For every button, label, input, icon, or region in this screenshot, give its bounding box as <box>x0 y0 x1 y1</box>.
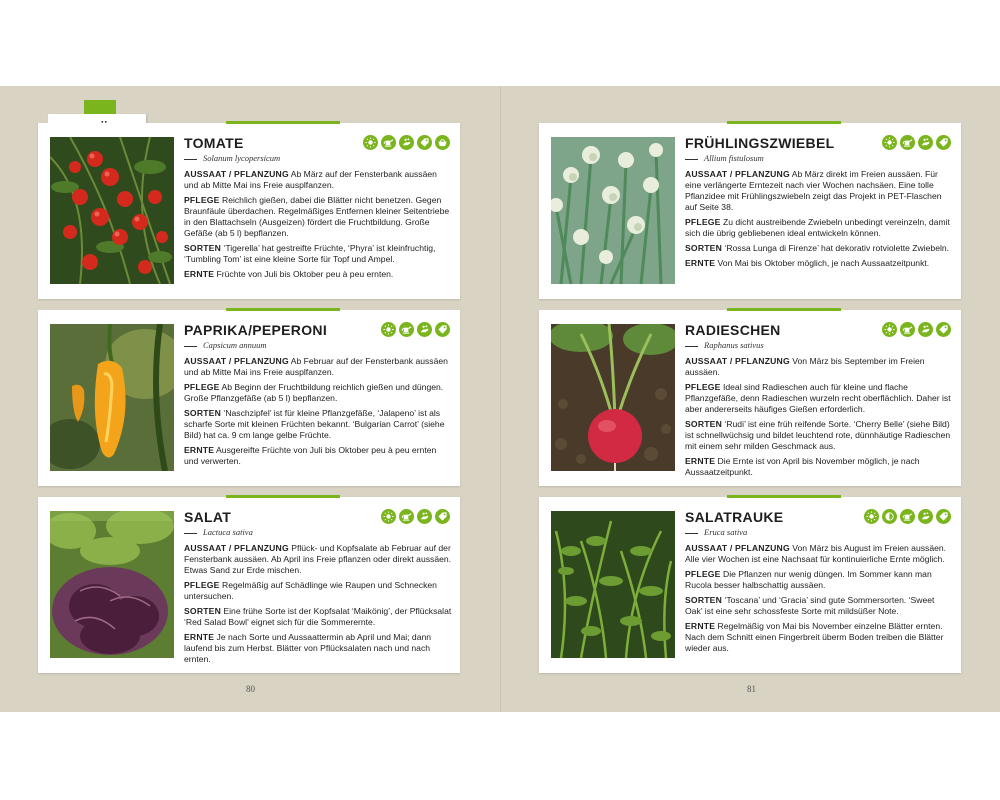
latin-name-text: Eruca sativa <box>704 527 748 537</box>
paragraph-label: PFLEGE <box>184 382 220 392</box>
paragraph-text: Reichlich gießen, dabei die Blätter nicht benetzen. Gegen Braunfäule überdachen. Regelmäßiges Entfernen kleiner Seitentriebe in den Blattachseln (Ausgeizen) fördert die Fruchtbildung. Große Gefäße (ab 5 l) bepflanzen. <box>184 195 450 238</box>
care-paragraph <box>685 569 953 591</box>
paragraph-text: Früchte von Juli bis Oktober peu à peu ernten. <box>214 269 394 279</box>
paragraph-text: ‘Rudi’ ist eine früh reifende Sorte. ‘Cherry Belle’ (siehe Bild) ist schnellwüchsig und bildet leuchtend rote, dünnhäutige Radieschen mit einem sehr milden Geschmack aus. <box>685 419 951 451</box>
latin-name-text: Solanum lycopersicum <box>203 153 281 163</box>
paragraph-text: Zu dicht austreibende Zwiebeln unbedingt vereinzeln, damit sich die übrig gebliebenen ideal entwickeln können. <box>685 217 950 238</box>
care-paragraph <box>184 169 452 191</box>
latin-name <box>184 340 452 350</box>
tomato-photo <box>50 137 174 284</box>
paragraph-label: ERNTE <box>184 269 215 279</box>
paragraph-text: Die Pflanzen nur wenig düngen. Im Sommer kann man Rucola besser halbschattig aussäen. <box>685 569 932 590</box>
care-paragraph <box>184 356 452 378</box>
paragraph-text: Ab März auf der Fensterbank aussäen und ab Mitte Mai ins Freie ausplfanzen. <box>184 169 437 190</box>
card-text <box>685 322 953 482</box>
care-paragraph <box>184 408 452 441</box>
paragraph-label: SORTEN <box>184 606 222 616</box>
latin-dash <box>685 533 698 534</box>
latin-name <box>685 340 953 350</box>
paragraph-label: SORTEN <box>685 419 723 429</box>
paragraph-label: SORTEN <box>184 243 222 253</box>
plant-card-radieschen <box>539 310 961 486</box>
paragraph-text: ‘Tigerella’ hat gestreifte Früchte, ‘Phyra’ ist kleinfruchtig, ‘Tumbling Tom’ ist eine kleine Sorte für Topf und Ampel. <box>184 243 436 264</box>
latin-dash <box>184 533 197 534</box>
card-text <box>184 322 452 471</box>
care-paragraph <box>184 243 452 265</box>
page-number-right: 81 <box>747 684 756 694</box>
section-tag-tab <box>84 100 116 114</box>
paragraph-text: ‘Toscana’ und ‘Gracia’ sind gute Sommersorten. ‘Sweet Oak’ ist eine sehr schossfeste Sorte mit mildsüßer Note. <box>685 595 935 616</box>
paragraph-label: ERNTE <box>184 632 215 642</box>
paragraph-text: Von März bis September im Freien aussäen. <box>685 356 925 377</box>
spring-onion-photo <box>551 137 675 284</box>
paragraph-text: Ab Februar auf der Fensterbank aussäen und ab Mitte Mai ins Freie ausplfanzen. <box>184 356 448 377</box>
paragraph-label: PFLEGE <box>184 195 220 205</box>
paragraph-label: SORTEN <box>685 243 723 253</box>
radish-photo <box>551 324 675 471</box>
plant-card-tomate <box>38 123 460 299</box>
lettuce-photo <box>50 511 174 658</box>
paragraph-text: ‘Naschzipfel’ ist für kleine Pflanzgefäße, ‘Jalapeno’ ist als scharfe Sorte mit kleinen Früchten bekannt. ‘Bulgarian Carrot’ (siehe Bild) hat ca. 9 cm lange gelbe Früchte. <box>184 408 445 440</box>
paragraph-label: AUSSAAT / PFLANZUNG <box>184 356 289 366</box>
paragraph-label: SORTEN <box>184 408 222 418</box>
paragraph-label: ERNTE <box>184 445 215 455</box>
care-paragraph <box>685 543 953 565</box>
paragraph-label: PFLEGE <box>184 580 220 590</box>
paragraph-label: AUSSAAT / PFLANZUNG <box>685 169 790 179</box>
right-page <box>500 86 1000 712</box>
paragraph-label: AUSSAAT / PFLANZUNG <box>184 543 289 553</box>
paragraph-label: ERNTE <box>685 258 716 268</box>
care-paragraph <box>685 419 953 452</box>
left-page <box>0 86 500 712</box>
plant-title: TOMATE <box>184 135 244 151</box>
latin-name <box>685 153 953 163</box>
paragraph-text: Regelmäßig von Mai bis November einzelne Blätter ernten. Nach dem Schnitt einen Fingerbreit überm Boden treiben die Blätter wieder aus. <box>685 621 944 653</box>
paragraph-label: PFLEGE <box>685 382 721 392</box>
care-paragraph <box>685 169 953 213</box>
care-paragraph <box>184 382 452 404</box>
latin-name-text: Lactuca sativa <box>203 527 253 537</box>
paragraph-text: Die Ernte ist von April bis November möglich, je nach Aussaatzeitpunkt. <box>685 456 920 477</box>
paragraph-label: PFLEGE <box>685 217 721 227</box>
plant-card-paprika <box>38 310 460 486</box>
paragraph-text: ‘Rossa Lunga di Firenze’ hat dekorativ rotviolette Zwiebeln. <box>722 243 950 253</box>
latin-name <box>184 153 452 163</box>
paragraph-text: Ideal sind Radieschen auch für kleine und flache Pflanzgefäße, denn Radieschen wurzeln recht oberflächlich. Daher ist aber andererseits häufiges Gießen erforderlich. <box>685 382 951 414</box>
care-paragraph <box>685 217 953 239</box>
latin-dash <box>184 346 197 347</box>
latin-name-text: Capsicum annuum <box>203 340 267 350</box>
latin-dash <box>184 159 197 160</box>
paragraph-label: ERNTE <box>685 456 716 466</box>
care-paragraph <box>184 580 452 602</box>
pepper-photo <box>50 324 174 471</box>
plant-title: SALAT <box>184 509 232 525</box>
paragraph-text: Pflück- und Kopfsalate ab Februar auf der Fensterbank aussäen. Ab April ins Freie pflanzen oder direkt aussäen. Etwas Sand zur Erde mischen. <box>184 543 452 575</box>
card-accent-bar <box>226 495 340 498</box>
plant-card-salatrauke <box>539 497 961 673</box>
plant-title: SALATRAUKE <box>685 509 784 525</box>
paragraph-text: Eine frühe Sorte ist der Kopfsalat ‘Maikönig’, der Pflücksalat ‘Red Salad Bowl’ eignet sich für die Sommerernte. <box>184 606 452 627</box>
care-paragraph <box>685 621 953 654</box>
plant-title: FRÜHLINGSZWIEBEL <box>685 135 835 151</box>
paragraph-text: Von Mai bis Oktober möglich, je nach Aussaatzeitpunkt. <box>715 258 930 268</box>
paragraph-label: SORTEN <box>685 595 723 605</box>
card-text <box>685 135 953 273</box>
plant-card-salat <box>38 497 460 673</box>
care-paragraph <box>184 269 452 280</box>
card-accent-bar <box>226 121 340 124</box>
care-paragraph <box>685 243 953 254</box>
paragraph-text: Von März bis August im Freien aussäen. Alle vier Wochen ist eine Nachsaat für kontinuierliche Ernte möglich. <box>685 543 947 564</box>
latin-name <box>184 527 452 537</box>
care-paragraph <box>184 632 452 665</box>
paragraph-label: AUSSAAT / PFLANZUNG <box>685 543 790 553</box>
latin-name-text: Raphanus sativus <box>704 340 764 350</box>
arugula-photo <box>551 511 675 658</box>
care-paragraph <box>184 445 452 467</box>
paragraph-text: Ab März direkt im Freien aussäen. Für eine verlängerte Erntezeit nach vier Wochen nachsäen. Eine tolle Pflanzidee mit Frühlingszwiebeln zeigt das Projekt in PET-Flaschen auf Seite 38. <box>685 169 942 212</box>
paragraph-label: ERNTE <box>685 621 716 631</box>
latin-dash <box>685 346 698 347</box>
latin-name-text: Allium fistulosum <box>704 153 764 163</box>
care-paragraph <box>184 195 452 239</box>
card-text <box>184 509 452 669</box>
care-paragraph <box>184 543 452 576</box>
plant-card-fruehlingszwiebel <box>539 123 961 299</box>
card-text <box>184 135 452 284</box>
paragraph-label: AUSSAAT / PFLANZUNG <box>685 356 790 366</box>
care-paragraph <box>685 456 953 478</box>
paragraph-label: AUSSAAT / PFLANZUNG <box>184 169 289 179</box>
paragraph-text: Regelmäßig auf Schädlinge wie Raupen und Schnecken untersuchen. <box>184 580 437 601</box>
plant-title: PAPRIKA/PEPERONI <box>184 322 328 338</box>
care-paragraph <box>685 258 953 269</box>
card-accent-bar <box>727 121 841 124</box>
care-paragraph <box>685 356 953 378</box>
latin-name <box>685 527 953 537</box>
care-paragraph <box>685 382 953 415</box>
plant-title: RADIESCHEN <box>685 322 781 338</box>
card-accent-bar <box>727 495 841 498</box>
card-accent-bar <box>727 308 841 311</box>
page-number-left: 80 <box>246 684 255 694</box>
paragraph-text: Je nach Sorte und Aussaattermin ab April und Mai; dann laufend bis zum Herbst. Blätter von Pflücksalaten nach und nach ernten. <box>184 632 432 664</box>
paragraph-text: Ab Beginn der Fruchtbildung reichlich gießen und düngen. Große Pflanzgefäße (ab 5 l) bepflanzen. <box>184 382 444 403</box>
paragraph-text: Ausgereifte Früchte von Juli bis Oktober peu à peu ernten und verwerten. <box>184 445 437 466</box>
care-paragraph <box>685 595 953 617</box>
card-accent-bar <box>226 308 340 311</box>
care-paragraph <box>184 606 452 628</box>
card-text <box>685 509 953 658</box>
latin-dash <box>685 159 698 160</box>
paragraph-label: PFLEGE <box>685 569 721 579</box>
book-spread <box>0 86 1000 712</box>
